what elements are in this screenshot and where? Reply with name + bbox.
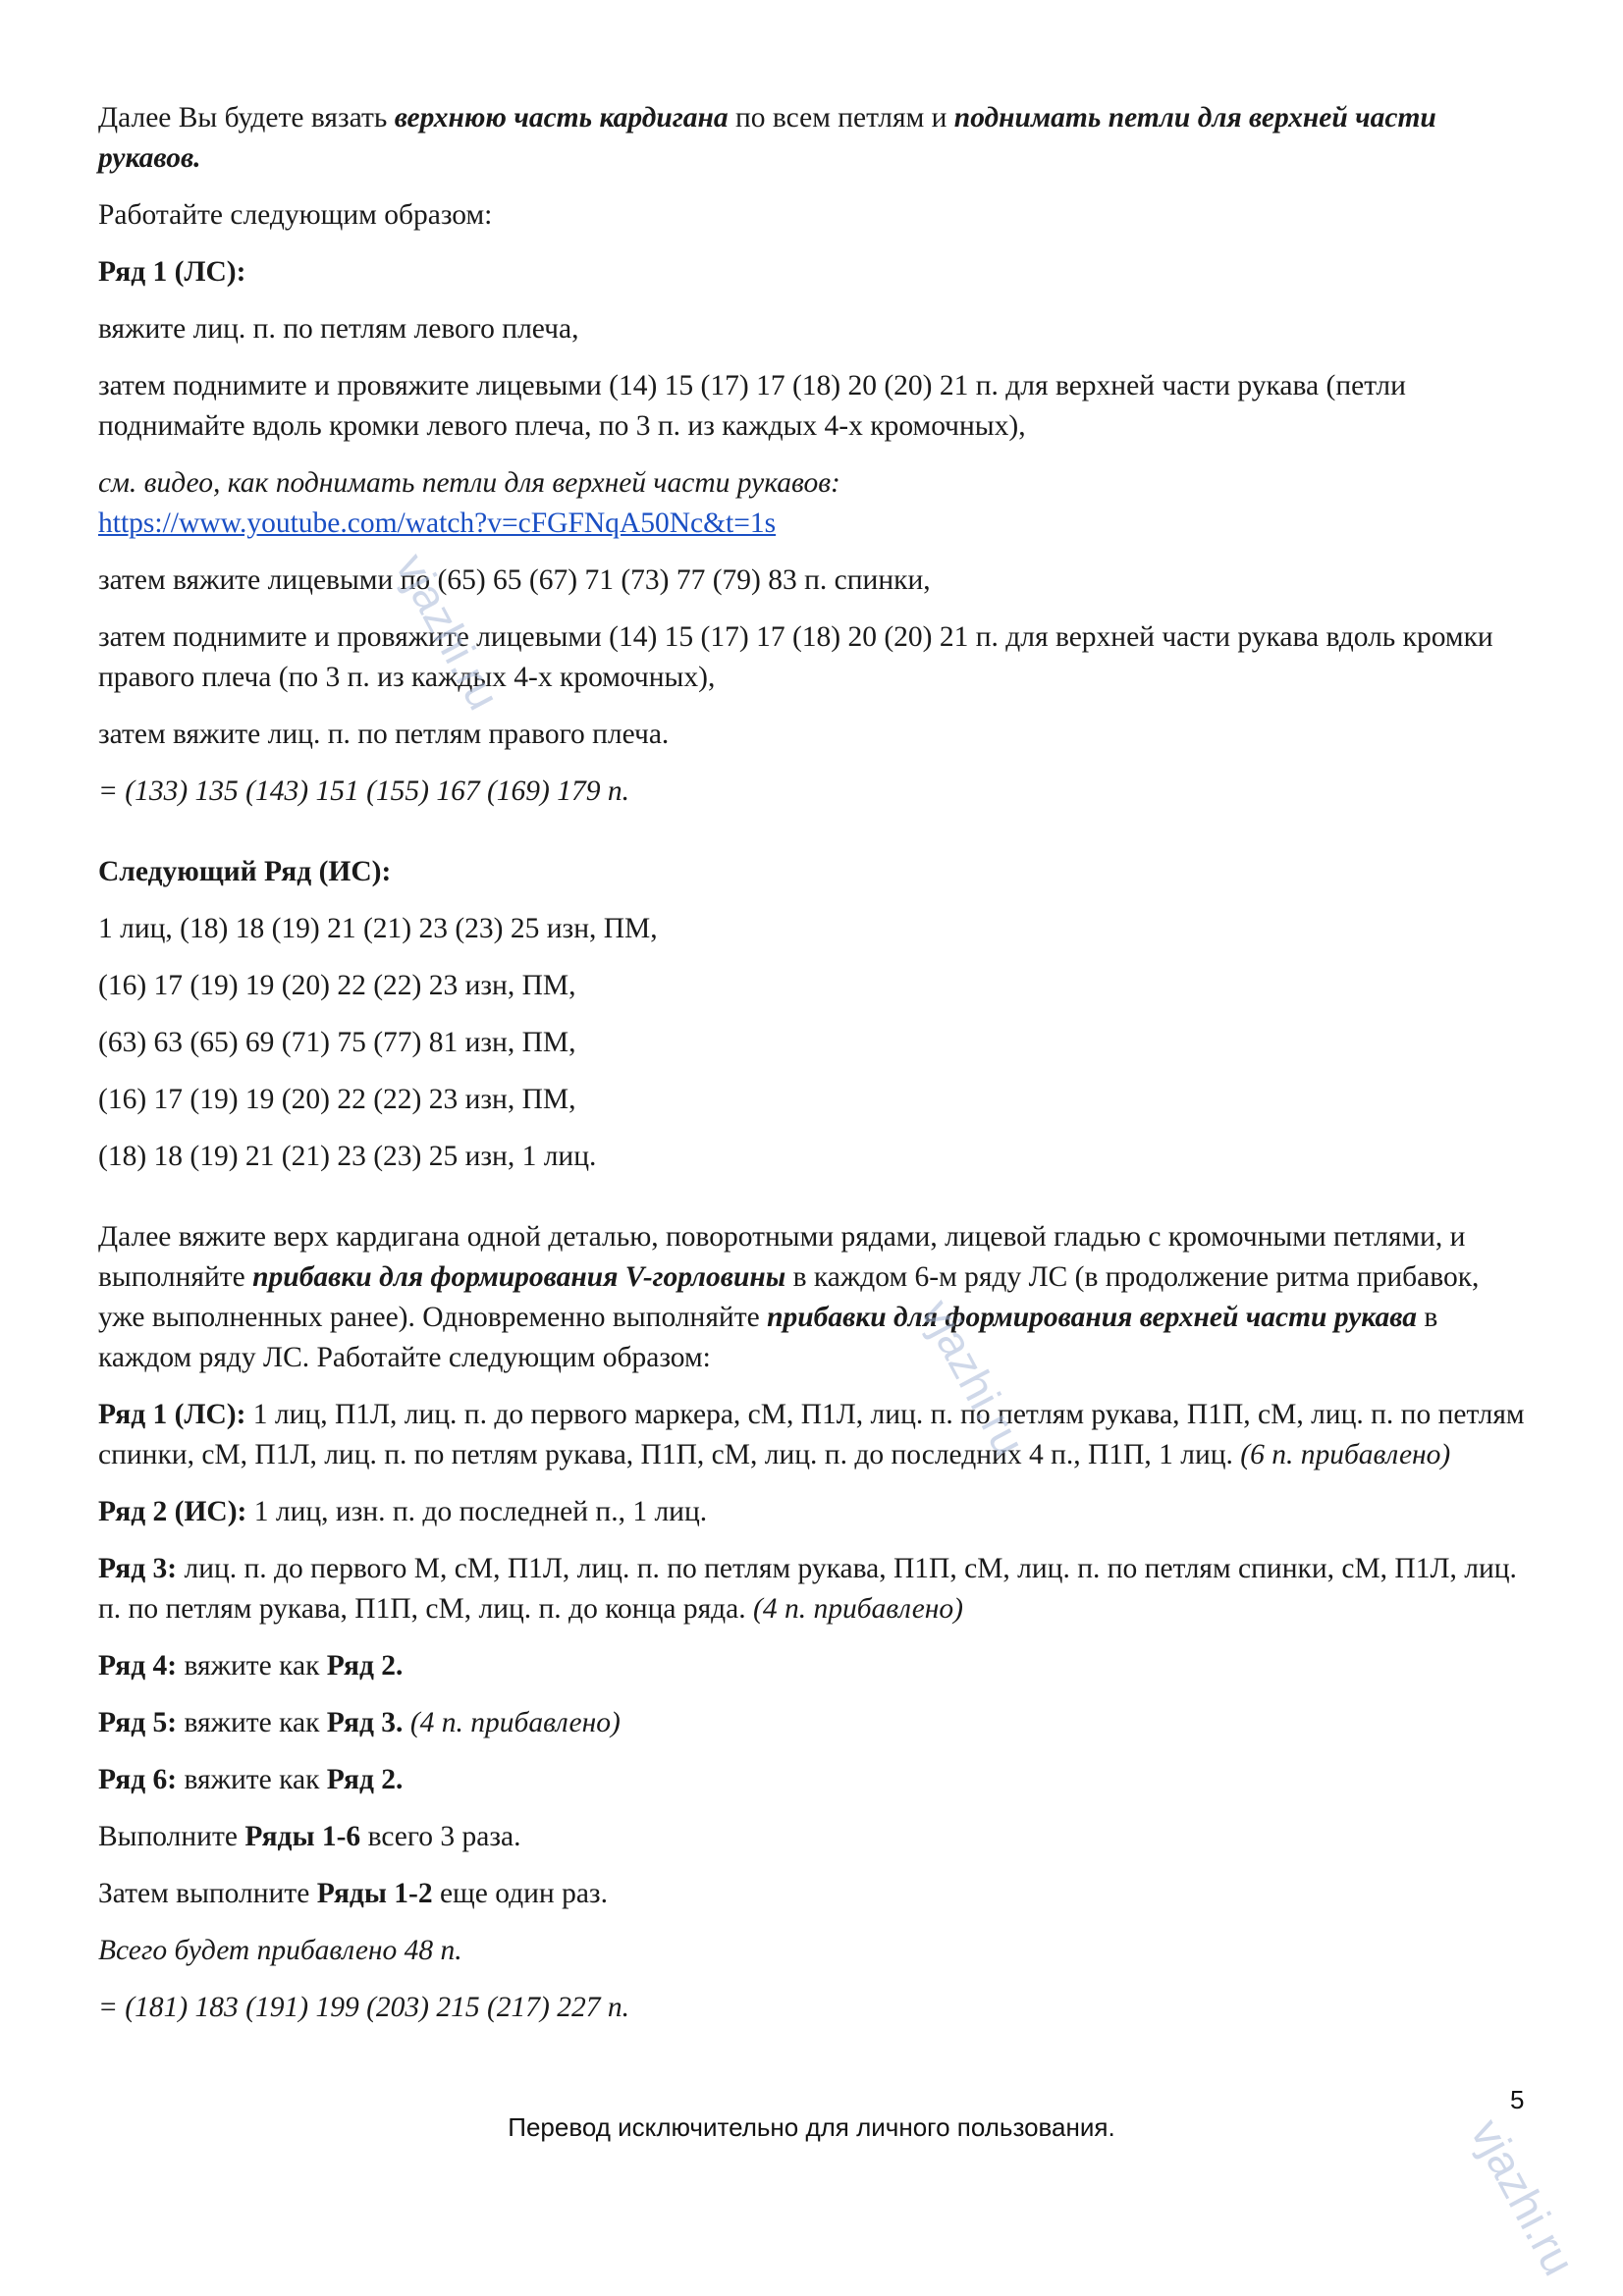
row-text: 1 лиц, П1Л, лиц. п. до первого маркера, сМ, П1Л, лиц. п. по петлям рукава, П1П, сМ, лиц. п. по петлям спинки, сМ, П1Л, лиц. п. по петлям рукава, П1П, сМ, лиц. п. до последних 4 п., П1П, 1 лиц. [98,1399,1525,1470]
next-row-line: 1 лиц, (18) 18 (19) 21 (21) 23 (23) 25 изн, ПМ, [98,913,658,944]
shaping-text-3: в каждом ряду ЛС. Работайте следующим образом: [98,1302,1438,1373]
shaping-emphasis-1: прибавки для формирования V-горловины [252,1261,786,1293]
shaping-text-1: Далее вяжите верх кардигана одной деталью, поворотными рядами, лицевой гладью с кромочными петлями, и выполняйте [98,1221,1466,1293]
final-total-text: = (181) 183 (191) 199 (203) 215 (217) 227 п. [98,1992,629,2023]
spacer [98,828,1532,852]
watermark: vjazhi.ru [386,545,511,719]
row-label: Ряд 6: [98,1764,178,1795]
row1-line: затем вяжите лицевыми по (65) 65 (67) 71 (73) 77 (79) 83 п. спинки, [98,564,931,596]
row1-heading [98,252,1532,293]
page-number: 5 [1510,2085,1525,2114]
shaping-text-2: в каждом 6-м ряду ЛС (в продолжение ритма прибавок, уже выполненных ранее). Одновременно выполняйте [98,1261,1480,1333]
row-instruction-6 [98,1760,1532,1800]
repeat-instruction-2 [98,1874,1532,1914]
row-ref: Ряд 2. [326,1650,404,1682]
intro-emphasis-1: верхнюю часть кардигана [394,102,729,133]
row-instruction-1 [98,1395,1532,1475]
video-note [98,463,1532,544]
video-link[interactable]: https://www.youtube.com/watch?v=cFGFNqA50Nc&t=1s [98,507,777,539]
row-instruction-3 [98,1549,1532,1629]
row-instruction-4 [98,1646,1532,1686]
repeat-instruction-1 [98,1817,1532,1857]
row-ref: Ряд 3. [326,1707,404,1738]
next-row-heading-text: Следующий Ряд (ИС): [98,856,392,887]
row-text: лиц. п. до первого М, сМ, П1Л, лиц. п. по петлям рукава, П1П, сМ, лиц. п. по петлям спинки, сМ, П1Л, лиц. п. по петлям рукава, П1П, сМ, лиц. п. до конца ряда. [98,1553,1517,1625]
repeat-text: Затем выполните [98,1878,317,1909]
row1-line: затем поднимите и провяжите лицевыми (14) 15 (17) 17 (18) 20 (20) 21 п. для верхней части рукава (петли поднимайте вдоль кромки левого плеча, по 3 п. из каждых 4-х кромочных), [98,370,1406,442]
spacer [98,1194,1532,1217]
row-label: Ряд 4: [98,1650,178,1682]
work-as-follows: Работайте следующим образом: [98,199,493,231]
total-added-text: Всего будет прибавлено 48 п. [98,1935,462,1966]
final-total [98,1988,1532,2028]
row-instruction-5 [98,1703,1532,1743]
next-row-line: (63) 63 (65) 69 (71) 75 (77) 81 изн, ПМ, [98,1027,576,1058]
row-text: вяжите как [177,1764,327,1795]
row1-total [98,772,1532,812]
row1-line: затем поднимите и провяжите лицевыми (14) 15 (17) 17 (18) 20 (20) 21 п. для верхней части рукава вдоль кромки правого плеча (по 3 п. из каждых 4-х кромочных), [98,621,1493,693]
total-added [98,1931,1532,1971]
shaping-emphasis-2: прибавки для формирования верхней части рукава [767,1302,1417,1333]
row-label: Ряд 3: [98,1553,178,1584]
repeat-text: Выполните [98,1821,245,1852]
repeat-rows: Ряды 1-6 [244,1821,361,1852]
intro-paragraph [98,98,1532,179]
row-label: Ряд 5: [98,1707,178,1738]
row1-heading-text: Ряд 1 (ЛС): [98,256,246,288]
footer-note: Перевод исключительно для личного пользования. [508,2112,1115,2142]
repeat-text: всего 3 раза. [360,1821,521,1852]
document-body [98,98,1532,2045]
row-note: (6 п. прибавлено) [1240,1439,1451,1470]
row-label: Ряд 1 (ЛС): [98,1399,246,1430]
row-label: Ряд 2 (ИС): [98,1496,247,1527]
intro-text-1: Далее Вы будете вязать [98,102,395,133]
watermark: vjazhi.ru [911,1291,1036,1465]
row-ref: Ряд 2. [326,1764,404,1795]
intro-emphasis-2: поднимать петли для верхней части рукавов. [98,102,1436,174]
row1-line: вяжите лиц. п. по петлям левого плеча, [98,313,579,345]
row1-total-text: = (133) 135 (143) 151 (155) 167 (169) 179 п. [98,775,629,807]
next-row-line: (16) 17 (19) 19 (20) 22 (22) 23 изн, ПМ, [98,970,576,1001]
row-instruction-2 [98,1492,1532,1532]
repeat-rows: Ряды 1-2 [316,1878,433,1909]
row-text: вяжите как [177,1650,327,1682]
next-row-line: (16) 17 (19) 19 (20) 22 (22) 23 изн, ПМ, [98,1084,576,1115]
shaping-paragraph [98,1217,1532,1378]
row-text: 1 лиц, изн. п. до последней п., 1 лиц. [246,1496,708,1527]
row-note: (4 п. прибавлено) [753,1593,963,1625]
repeat-text: еще один раз. [432,1878,608,1909]
watermark: vjazhi.ru [1461,2110,1586,2284]
next-row-line: (18) 18 (19) 21 (21) 23 (23) 25 изн, 1 лиц. [98,1141,597,1172]
row-note: (4 п. прибавлено) [403,1707,621,1738]
video-note-text: см. видео, как поднимать петли для верхней части рукавов: [98,467,840,499]
next-row-heading [98,852,1532,892]
intro-text-2: по всем петлям и [728,102,954,133]
row1-line: затем вяжите лиц. п. по петлям правого плеча. [98,719,670,750]
row-text: вяжите как [177,1707,327,1738]
